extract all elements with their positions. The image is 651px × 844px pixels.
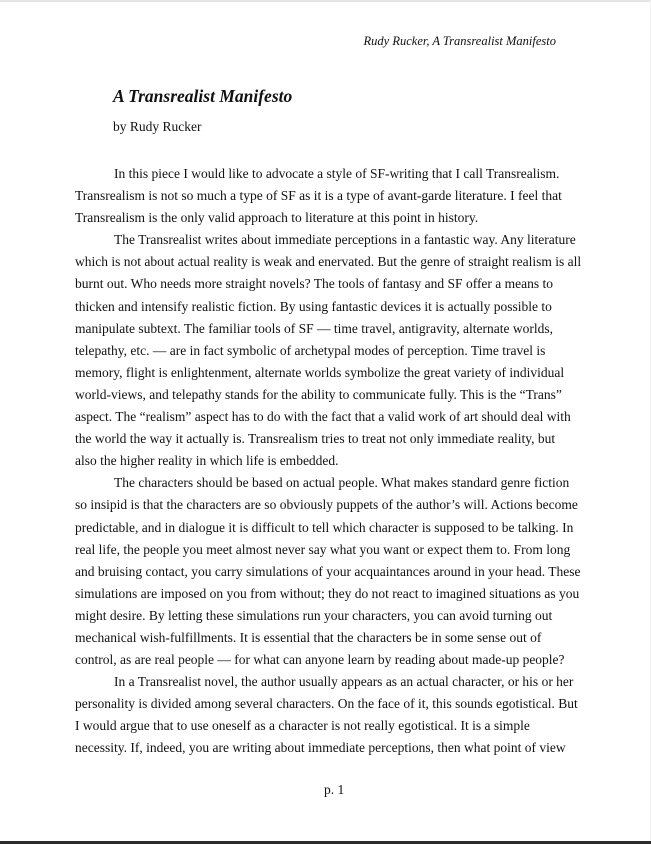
text-line: burnt out. Who needs more straight novels? The tools of fantasy and SF offer a means to [75, 276, 554, 292]
document-title: A Transrealist Manifesto [113, 86, 293, 106]
page-top-edge [0, 0, 651, 2]
text-line: thicken and intensify realistic fiction. By using fantastic devices it is actually possible to [75, 298, 552, 314]
text-line: aspect. The “realism” aspect has to do with the fact that a valid work of art should deal with [75, 409, 571, 425]
text-line: telepathy, etc. — are in fact symbolic of archetypal modes of perception. Time travel is [75, 342, 546, 358]
text-line: control, as are real people — for what can anyone learn by reading about made-up people? [75, 652, 565, 668]
text-line: so insipid is that the characters are so obviously puppets of the author’s will. Actions become [75, 497, 578, 513]
text-line: I would argue that to use oneself as a character is not really egotistical. It is a simple [75, 718, 530, 734]
text-line: In this piece I would like to advocate a style of SF-writing that I call Transrealism. [114, 166, 560, 181]
text-line: also the higher reality in which life is embedded. [75, 453, 339, 469]
text-line: simulations are imposed on you from without; they do not react to imagined situations as you [75, 585, 580, 601]
page-number: p. 1 [324, 782, 345, 797]
text-line: The characters should be based on actual people. What makes standard genre fiction [114, 475, 570, 491]
text-line: might desire. By letting these simulations run your characters, you can avoid turning out [75, 607, 553, 623]
text-line: the world the way it actually is. Transrealism tries to treat not only immediate reality, but [75, 431, 556, 447]
text-line: predictable, and in dialogue it is difficult to tell which character is supposed to be talking. In [75, 519, 574, 535]
text-line: Transrealism is the only valid approach to literature at this point in history. [75, 210, 479, 226]
text-line: memory, flight is enlightenment, alternate worlds symbolize the great variety of individual [75, 364, 565, 380]
body-text [75, 163, 582, 760]
text-line: which is not about actual reality is weak and enervated. But the genre of straight realism is all [75, 254, 582, 270]
text-line: world-views, and telepathy stands for the ability to communicate fully. This is the “Trans” [75, 386, 562, 402]
text-line: and bruising contact, you carry simulations of your acquaintances around in your head. These [75, 563, 581, 579]
text-line: real life, the people you meet almost never say what you want or expect them to. From long [75, 541, 571, 557]
text-line: mechanical wish-fulfillments. It is essential that the characters be in some sense out of [75, 629, 542, 645]
text-line: manipulate subtext. The familiar tools of SF — time travel, antigravity, alternate worlds, [75, 320, 554, 336]
running-header: Rudy Rucker, A Transrealist Manifesto [363, 34, 556, 48]
text-line: necessity. If, indeed, you are writing about immediate perceptions, then what point of view [75, 740, 566, 756]
byline: by Rudy Rucker [113, 119, 202, 134]
text-line: In a Transrealist novel, the author usually appears as an actual character, or his or her [114, 674, 574, 690]
text-line: Transrealism is not so much a type of SF as it is a type of avant-garde literature. I feel that [75, 188, 562, 204]
text-line: The Transrealist writes about immediate perceptions in a fantastic way. Any literature [114, 232, 576, 248]
text-line: personality is divided among several characters. On the face of it, this sounds egotistical. But [75, 696, 578, 712]
